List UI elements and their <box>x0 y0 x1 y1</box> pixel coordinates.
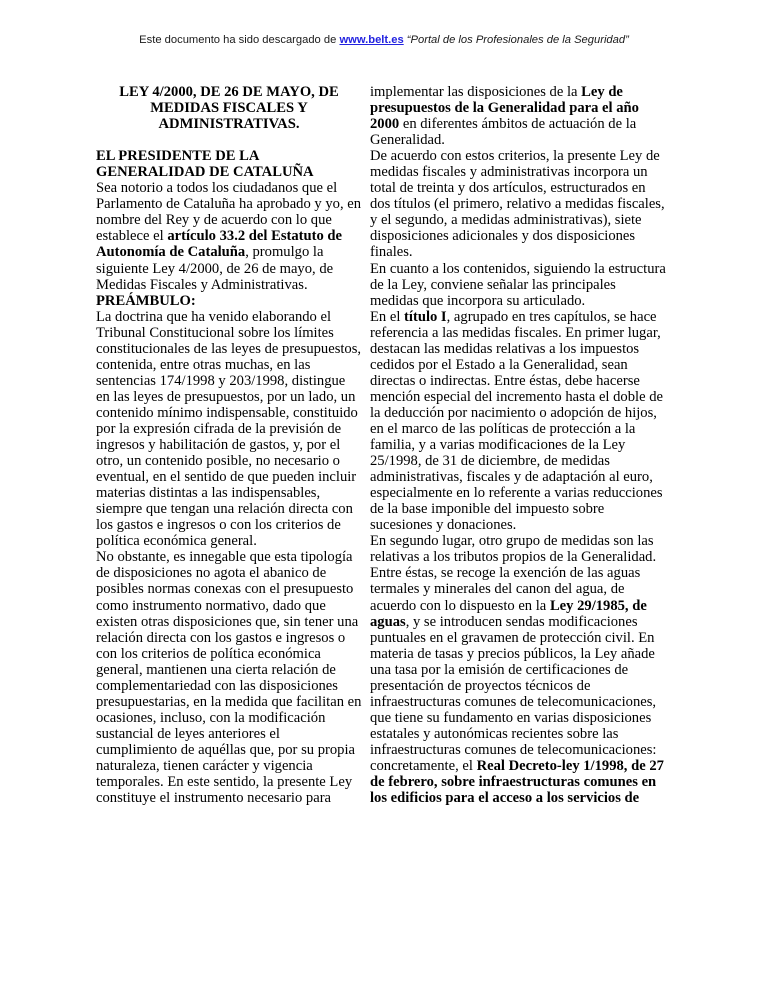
paragraph-implementar <box>370 84 667 148</box>
emphasis-run: Ley 29/1985, de aguas <box>370 597 647 630</box>
banner-tagline-text: “Portal de los Profesionales de la Seguridad” <box>403 34 629 46</box>
emphasis-run: LEY 4/2000, DE 26 DE MAYO, DE MEDIDAS FISCALES Y ADMINISTRATIVAS. <box>119 84 339 133</box>
text-run: En cuanto a los contenidos, siguiendo la estructura de la Ley, conviene señalar las principales medidas que incorpora su articulado. <box>370 260 666 309</box>
emphasis-run: artículo 33.2 del Estatuto de Autonomía de Cataluña <box>96 228 343 261</box>
emphasis-run: EL PRESIDENTE DE LA GENERALIDAD DE CATALUÑA <box>96 148 314 181</box>
text-run: En el <box>370 308 405 325</box>
paragraph-no-obstante <box>96 549 362 806</box>
text-run: , y se introducen sendas modificaciones puntuales en el gravamen de protección civil. En materia de tasas y precios públicos, la Ley añade una tasa por la emisión de certificaciones de presentación de proyectos técnicos de infraestructuras comunes de telecomunicaciones, que tiene su fundamento en varias disposiciones estatales y autonómicas recientes sobre las infraestructuras comunes de telecomunicaciones: concretamente, el <box>370 613 657 774</box>
paragraph-titulo-i <box>370 309 667 534</box>
paragraph-en-segundo-lugar <box>370 533 667 806</box>
paragraph-en-cuanto <box>370 261 667 309</box>
text-run: en diferentes ámbitos de actuación de la Generalidad. <box>370 116 637 149</box>
belt-website-link[interactable]: www.belt.es <box>339 34 404 46</box>
emphasis-run: Ley de presupuestos de la Generalidad para el año 2000 <box>370 84 639 133</box>
text-run: , agrupado en tres capítulos, se hace referencia a las medidas fiscales. En primer lugar, destacan las medidas relativas a los impuestos cedidos por el Estado a la Generalidad, sean directas o indirectas. Entre éstas, debe hacerse mención especial del incremento hasta el doble de la deducción por nacimiento o adopción de hijos, en el marco de las políticas de protección a la familia, y a varias modificaciones de la Ley 25/1998, de 31 de diciembre, de medidas administrativas, fiscales y de adaptación al euro, especialmente en lo referente a varias reducciones de la base imponible del impuesto sobre sucesiones y donaciones. <box>370 308 663 534</box>
text-run: No obstante, es innegable que esta tipología de disposiciones no agota el abanico de posibles normas conexas con el presupuesto como instrumento normativo, dado que existen otras disposiciones que, sin tener una relación directa con los gastos e ingresos o con los criterios de política económica general, mantienen una cierta relación de complementariedad con las disposiciones presupuestarias, en la medida que facilitan en ocasiones, incluso, con la modificación sustancial de leyes anteriores el cumplimiento de aquéllas que, por su propia naturaleza, tienen carácter y vigencia temporales. En este sentido, la presente Ley constituye el instrumento necesario para <box>96 549 362 807</box>
text-run: Sea notorio a todos los ciudadanos que el Parlamento de Cataluña ha aprobado y yo, en nombre del Rey y de acuerdo con lo que establece el <box>96 180 362 245</box>
document-title <box>96 84 362 132</box>
heading-presidente <box>96 148 362 180</box>
text-run: En segundo lugar, otro grupo de medidas son las relativas a los tributos propios de la Generalidad. Entre éstas, se recoge la exención de las aguas termales y minerales del canon del agua, de acuerdo con lo dispuesto en la <box>370 533 657 614</box>
text-run: , promulgo la siguiente Ley 4/2000, de 26 de mayo, de Medidas Fiscales y Administrativas. <box>96 244 334 293</box>
text-run: La doctrina que ha venido elaborando el Tribunal Constitucional sobre los límites constitucionales de las leyes de presupuestos, contenida, entre otras muchas, en las sentencias 174/1998 y 203/1998, distingue en las leyes de presupuestos, por un lado, un contenido mínimo indispensable, constituido por la expresión cifrada de la previsión de ingresos y habilitación de gastos, y, por el otro, un contenido posible, no necesario o eventual, en el sentido de que pueden incluir materias distintas a las indispensables, siempre que tengan una relación directa con los gastos e ingresos o con los criterios de política económica general. <box>96 308 362 550</box>
text-run: De acuerdo con estos criterios, la presente Ley de medidas fiscales y administrativas incorpora un total de treinta y dos artículos, estructurados en dos títulos (el primero, relativo a medidas fiscales, y el segundo, a medidas administrativas), siete disposiciones adicionales y dos disposiciones finales. <box>370 148 665 261</box>
paragraph-doctrina <box>96 309 362 550</box>
blank-line <box>96 132 362 148</box>
left-text-column <box>96 84 362 806</box>
banner-prefix-text: Este documento ha sido descargado de <box>139 34 340 46</box>
text-run: implementar las disposiciones de la <box>370 84 582 100</box>
paragraph-promulgacion <box>96 180 362 292</box>
emphasis-run: Real Decreto-ley 1/1998, de 27 de febrero, sobre infraestructuras comunes en los edificios para el acceso a los servicios de <box>370 757 664 807</box>
download-banner <box>0 33 768 47</box>
emphasis-run: título I <box>404 308 447 325</box>
heading-preambulo <box>96 293 362 309</box>
right-text-column <box>370 84 667 806</box>
paragraph-de-acuerdo <box>370 148 667 260</box>
emphasis-run: PREÁMBULO: <box>96 292 196 309</box>
